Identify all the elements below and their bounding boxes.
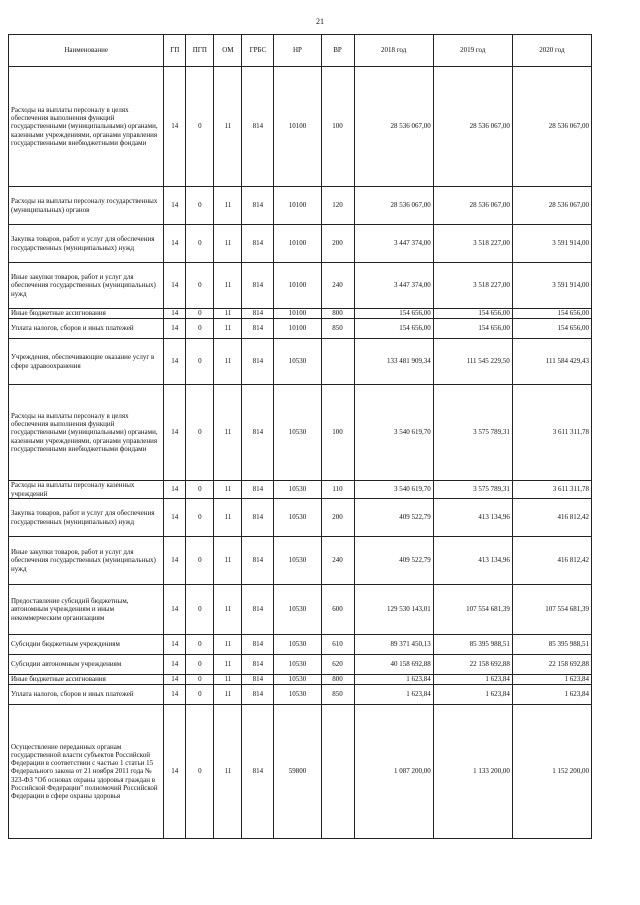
cell-2020: 28 536 067,00 [512, 187, 591, 225]
cell-gp: 14 [164, 339, 186, 385]
cell-om: 11 [214, 385, 242, 481]
header-np: НР [274, 35, 321, 67]
cell-grbs: 814 [242, 319, 274, 339]
budget-table [8, 34, 592, 839]
cell-gp: 14 [164, 537, 186, 585]
cell-grbs: 814 [242, 225, 274, 263]
cell-2019: 154 656,00 [433, 309, 512, 319]
cell-grbs: 814 [242, 635, 274, 655]
cell-np: 10530 [274, 675, 321, 685]
cell-2020: 3 611 311,78 [512, 481, 591, 499]
cell-grbs: 814 [242, 655, 274, 675]
cell-np: 10100 [274, 309, 321, 319]
cell-pgp: 0 [186, 537, 214, 585]
cell-2020: 154 656,00 [512, 309, 591, 319]
cell-grbs: 814 [242, 263, 274, 309]
row-name: Расходы на выплаты персоналу государственных (муниципальных) органов [9, 187, 164, 225]
row-name: Уплата налогов, сборов и иных платежей [9, 685, 164, 705]
cell-vr: 240 [321, 263, 354, 309]
cell-2018: 1 623,84 [354, 675, 433, 685]
cell-grbs: 814 [242, 537, 274, 585]
cell-np: 10530 [274, 481, 321, 499]
cell-grbs: 814 [242, 499, 274, 537]
cell-2020: 3 611 311,78 [512, 385, 591, 481]
cell-vr: 100 [321, 385, 354, 481]
cell-np: 10530 [274, 685, 321, 705]
row-name: Расходы на выплаты персоналу в целях обеспечения выполнения функций государственными (муниципальными) органами, казенными учреждениями, органами управления государственными внебюджетными фондами [9, 67, 164, 187]
table-row [9, 635, 592, 655]
cell-2018: 1 623,84 [354, 685, 433, 705]
cell-vr: 200 [321, 499, 354, 537]
cell-grbs: 814 [242, 481, 274, 499]
cell-2019: 1 133 200,00 [433, 705, 512, 839]
cell-vr: 110 [321, 481, 354, 499]
cell-2019: 85 395 988,51 [433, 635, 512, 655]
cell-pgp: 0 [186, 263, 214, 309]
cell-2020: 416 812,42 [512, 499, 591, 537]
cell-grbs: 814 [242, 675, 274, 685]
cell-2019: 22 158 692,88 [433, 655, 512, 675]
table-row [9, 67, 592, 187]
cell-vr: 850 [321, 319, 354, 339]
table-row [9, 187, 592, 225]
cell-pgp: 0 [186, 481, 214, 499]
cell-gp: 14 [164, 385, 186, 481]
cell-2018: 3 447 374,00 [354, 225, 433, 263]
cell-np: 10530 [274, 655, 321, 675]
cell-2020: 3 591 914,00 [512, 225, 591, 263]
table-row [9, 481, 592, 499]
cell-grbs: 814 [242, 67, 274, 187]
cell-gp: 14 [164, 319, 186, 339]
cell-pgp: 0 [186, 705, 214, 839]
cell-gp: 14 [164, 705, 186, 839]
header-grbs: ГРБС [242, 35, 274, 67]
header-2019: 2019 год [433, 35, 512, 67]
cell-pgp: 0 [186, 225, 214, 263]
cell-vr: 200 [321, 225, 354, 263]
cell-2020: 107 554 681,39 [512, 585, 591, 635]
row-name: Уплата налогов, сборов и иных платежей [9, 319, 164, 339]
row-name: Осуществление переданных органам государственной власти субъектов Российской Федерации в соответствии с частью 1 статьи 15 Федерального закона от 21 ноября 2011 года № 323-ФЗ "Об основах охраны здоровья граждан в Российской Федерации" полномочий Российской Федерации в сфере охраны здоровья [9, 705, 164, 839]
cell-2020: 154 656,00 [512, 319, 591, 339]
row-name: Иные закупки товаров, работ и услуг для обеспечения государственных (муниципальных) нужд [9, 537, 164, 585]
cell-gp: 14 [164, 309, 186, 319]
cell-vr: 240 [321, 537, 354, 585]
cell-pgp: 0 [186, 319, 214, 339]
cell-2018: 129 530 143,01 [354, 585, 433, 635]
table-row [9, 685, 592, 705]
cell-grbs: 814 [242, 339, 274, 385]
cell-vr [321, 705, 354, 839]
cell-om: 11 [214, 537, 242, 585]
row-name: Закупка товаров, работ и услуг для обеспечения государственных (муниципальных) нужд [9, 225, 164, 263]
cell-2018: 40 158 692,88 [354, 655, 433, 675]
cell-2020: 1 623,84 [512, 675, 591, 685]
cell-gp: 14 [164, 481, 186, 499]
cell-np: 10530 [274, 339, 321, 385]
cell-om: 11 [214, 499, 242, 537]
cell-2019: 3 518 227,00 [433, 225, 512, 263]
cell-np: 10530 [274, 537, 321, 585]
table-row [9, 225, 592, 263]
cell-grbs: 814 [242, 685, 274, 705]
cell-np: 10530 [274, 499, 321, 537]
cell-pgp: 0 [186, 675, 214, 685]
cell-2020: 28 536 067,00 [512, 67, 591, 187]
cell-gp: 14 [164, 187, 186, 225]
cell-2019: 154 656,00 [433, 319, 512, 339]
cell-pgp: 0 [186, 309, 214, 319]
cell-np: 10100 [274, 319, 321, 339]
cell-om: 11 [214, 339, 242, 385]
cell-2020: 1 623,84 [512, 685, 591, 705]
row-name: Иные бюджетные ассигнования [9, 675, 164, 685]
cell-om: 11 [214, 705, 242, 839]
cell-np: 10530 [274, 385, 321, 481]
cell-np: 10530 [274, 585, 321, 635]
table-row [9, 499, 592, 537]
table-header-row [9, 35, 592, 67]
cell-vr: 600 [321, 585, 354, 635]
cell-gp: 14 [164, 685, 186, 705]
cell-vr: 100 [321, 67, 354, 187]
cell-om: 11 [214, 187, 242, 225]
cell-2019: 1 623,84 [433, 685, 512, 705]
cell-2020: 416 812,42 [512, 537, 591, 585]
cell-om: 11 [214, 319, 242, 339]
table-row [9, 537, 592, 585]
row-name: Субсидии автономным учреждениям [9, 655, 164, 675]
cell-np: 10100 [274, 67, 321, 187]
table-row [9, 655, 592, 675]
cell-vr: 800 [321, 675, 354, 685]
cell-np: 10100 [274, 187, 321, 225]
header-2020: 2020 год [512, 35, 591, 67]
cell-pgp: 0 [186, 385, 214, 481]
cell-gp: 14 [164, 263, 186, 309]
cell-pgp: 0 [186, 585, 214, 635]
cell-vr: 800 [321, 309, 354, 319]
cell-om: 11 [214, 655, 242, 675]
cell-grbs: 814 [242, 385, 274, 481]
cell-2020: 1 152 200,00 [512, 705, 591, 839]
cell-2018: 3 540 619,70 [354, 481, 433, 499]
cell-2018: 154 656,00 [354, 309, 433, 319]
cell-2020: 22 158 692,88 [512, 655, 591, 675]
table-row [9, 309, 592, 319]
cell-vr [321, 339, 354, 385]
cell-2018: 154 656,00 [354, 319, 433, 339]
cell-pgp: 0 [186, 187, 214, 225]
cell-2019: 413 134,96 [433, 537, 512, 585]
table-row [9, 705, 592, 839]
cell-pgp: 0 [186, 655, 214, 675]
row-name: Расходы на выплаты персоналу в целях обеспечения выполнения функций государственными (муниципальными) органами, казенными учреждениями, органами управления государственными внебюджетными фондами [9, 385, 164, 481]
header-2018: 2018 год [354, 35, 433, 67]
cell-om: 11 [214, 263, 242, 309]
cell-om: 11 [214, 585, 242, 635]
header-pgp: ПГП [186, 35, 214, 67]
cell-2019: 3 575 789,31 [433, 385, 512, 481]
cell-2019: 413 134,96 [433, 499, 512, 537]
cell-np: 10100 [274, 225, 321, 263]
header-gp: ГП [164, 35, 186, 67]
table-row [9, 385, 592, 481]
cell-2020: 3 591 914,00 [512, 263, 591, 309]
cell-pgp: 0 [186, 499, 214, 537]
cell-2018: 133 481 909,34 [354, 339, 433, 385]
cell-2019: 107 554 681,39 [433, 585, 512, 635]
cell-om: 11 [214, 67, 242, 187]
cell-2019: 3 518 227,00 [433, 263, 512, 309]
cell-vr: 120 [321, 187, 354, 225]
cell-2019: 1 623,84 [433, 675, 512, 685]
row-name: Закупка товаров, работ и услуг для обеспечения государственных (муниципальных) нужд [9, 499, 164, 537]
cell-2019: 3 575 789,31 [433, 481, 512, 499]
cell-gp: 14 [164, 499, 186, 537]
cell-vr: 620 [321, 655, 354, 675]
cell-2018: 3 447 374,00 [354, 263, 433, 309]
cell-grbs: 814 [242, 585, 274, 635]
cell-om: 11 [214, 675, 242, 685]
header-om: ОМ [214, 35, 242, 67]
cell-gp: 14 [164, 225, 186, 263]
table-row [9, 675, 592, 685]
cell-vr: 850 [321, 685, 354, 705]
cell-gp: 14 [164, 585, 186, 635]
row-name: Учреждения, обеспечивающие оказание услуг в сфере здравоохранения [9, 339, 164, 385]
header-name: Наименование [9, 35, 164, 67]
cell-grbs: 814 [242, 187, 274, 225]
table-row [9, 585, 592, 635]
cell-om: 11 [214, 225, 242, 263]
cell-np: 10530 [274, 635, 321, 655]
cell-pgp: 0 [186, 67, 214, 187]
table-row [9, 263, 592, 309]
cell-om: 11 [214, 685, 242, 705]
cell-2018: 1 087 200,00 [354, 705, 433, 839]
cell-grbs: 814 [242, 705, 274, 839]
cell-2018: 28 536 067,00 [354, 67, 433, 187]
cell-gp: 14 [164, 67, 186, 187]
cell-gp: 14 [164, 675, 186, 685]
row-name: Иные бюджетные ассигнования [9, 309, 164, 319]
row-name: Субсидии бюджетным учреждениям [9, 635, 164, 655]
cell-2019: 111 545 229,50 [433, 339, 512, 385]
page-number: 21 [316, 17, 324, 26]
cell-2019: 28 536 067,00 [433, 67, 512, 187]
cell-vr: 610 [321, 635, 354, 655]
cell-2018: 409 522,79 [354, 499, 433, 537]
cell-2018: 409 522,79 [354, 537, 433, 585]
cell-om: 11 [214, 635, 242, 655]
table-row [9, 339, 592, 385]
cell-2018: 28 536 067,00 [354, 187, 433, 225]
cell-np: 59800 [274, 705, 321, 839]
cell-pgp: 0 [186, 635, 214, 655]
cell-2020: 111 584 429,43 [512, 339, 591, 385]
cell-2018: 3 540 619,70 [354, 385, 433, 481]
cell-2018: 89 371 450,13 [354, 635, 433, 655]
row-name: Расходы на выплаты персоналу казенных учреждений [9, 481, 164, 499]
header-vr: ВР [321, 35, 354, 67]
row-name: Иные закупки товаров, работ и услуг для обеспечения государственных (муниципальных) нужд [9, 263, 164, 309]
table-row [9, 319, 592, 339]
cell-2020: 85 395 988,51 [512, 635, 591, 655]
cell-np: 10100 [274, 263, 321, 309]
cell-2019: 28 536 067,00 [433, 187, 512, 225]
row-name: Предоставление субсидий бюджетным, автономным учреждениям и иным некоммерческим организациям [9, 585, 164, 635]
cell-gp: 14 [164, 635, 186, 655]
cell-om: 11 [214, 309, 242, 319]
cell-gp: 14 [164, 655, 186, 675]
cell-grbs: 814 [242, 309, 274, 319]
cell-pgp: 0 [186, 685, 214, 705]
cell-om: 11 [214, 481, 242, 499]
cell-pgp: 0 [186, 339, 214, 385]
